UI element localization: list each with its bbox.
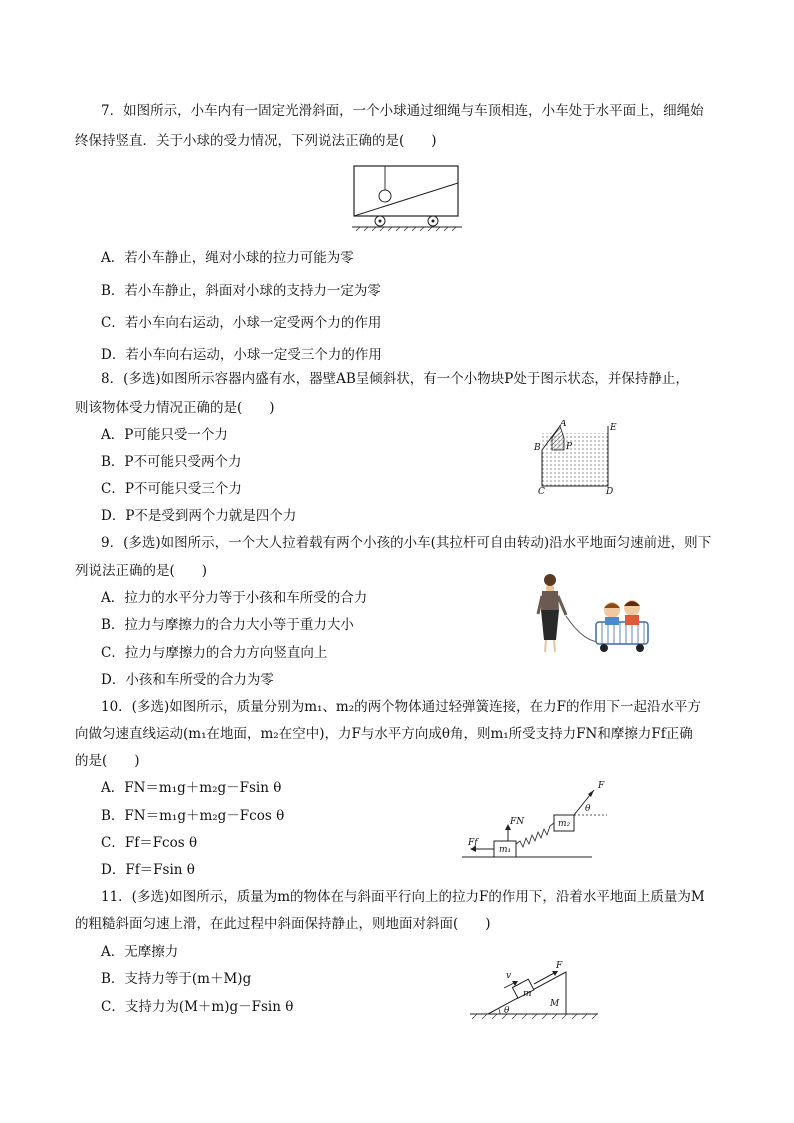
label-fn: FN [510, 817, 525, 827]
label-d: D [606, 487, 614, 497]
q11-option-a: A．无摩擦力 [101, 944, 179, 960]
q10-stem-line3: 的是( ) [75, 753, 140, 769]
q7-option-d: D．若小车向右运动，小球一定受三个力的作用 [101, 347, 382, 363]
q10-option-c: C．Ff＝Fcos θ [101, 835, 198, 851]
q9-stem-line2: 列说法正确的是( ) [75, 563, 208, 579]
q7-stem-line1: 7．如图所示，小车内有一固定光滑斜面，一个小球通过细绳与车顶相连，小车处于水平面上，细绳始 [101, 103, 704, 119]
label-a: A [560, 420, 567, 429]
q7-cart-figure [352, 163, 462, 238]
q8-container-figure [530, 420, 620, 500]
label-f: F [556, 961, 563, 971]
label-m2: m₂ [558, 819, 571, 829]
q10-stem-line1: 10．(多选)如图所示，质量分别为m₁、m₂的两个物体通过轻弹簧连接，在力F的作用下一起沿水平方 [101, 699, 702, 715]
q8-option-c: C．P不可能只受三个力 [101, 481, 242, 497]
q10-option-d: D．Ff＝Fsin θ [101, 862, 195, 878]
q10-option-a: A．FN＝m₁g＋m₂g－Fsin θ [101, 780, 282, 796]
label-m1: m₁ [499, 845, 512, 855]
label-theta: θ [585, 804, 591, 814]
q10-spring-figure [462, 778, 612, 863]
q10-option-b: B．FN＝m₁g＋m₂g－Fcos θ [101, 808, 285, 824]
q7-stem-line2: 终保持竖直．关于小球的受力情况，下列说法正确的是( ) [75, 133, 437, 149]
q7-option-b: B．若小车静止，斜面对小球的支持力一定为零 [101, 283, 381, 299]
q11-stem-line1: 11．(多选)如图所示，质量为m的物体在与斜面平行向上的拉力F的作用下，沿着水平地面上质量为M [101, 889, 705, 905]
label-b: B [534, 443, 541, 453]
q11-incline-figure [470, 958, 600, 1023]
q8-option-d: D．P不是受到两个力就是四个力 [101, 508, 297, 524]
label-m: m [523, 989, 532, 999]
q10-stem-line2: 向做匀速直线运动(m₁在地面，m₂在空中)，力F与水平方向成θ角，则m₁所受支持力FN和摩擦力Ff正确 [75, 726, 693, 742]
q7-option-a: A．若小车静止，绳对小球的拉力可能为零 [101, 250, 354, 266]
q8-stem-line1: 8．(多选)如图所示容器内盛有水，器壁AB呈倾斜状，有一个小物块P处于图示状态，并保持静止， [101, 371, 689, 387]
q9-option-d: D．小孩和车所受的合力为零 [101, 672, 274, 688]
q9-option-c: C．拉力与摩擦力的合力方向竖直向上 [101, 645, 328, 661]
label-ff: Ff [468, 838, 478, 848]
q8-option-b: B．P不可能只受两个力 [101, 454, 242, 470]
label-e: E [610, 423, 617, 433]
label-v: v [506, 971, 512, 981]
q8-stem-line2: 则该物体受力情况正确的是( ) [75, 400, 275, 416]
label-theta: θ [504, 1006, 510, 1016]
q11-stem-line2: 的粗糙斜面匀速上滑，在此过程中斜面保持静止，则地面对斜面( ) [75, 916, 491, 932]
label-p: P [566, 442, 573, 452]
label-big-m: M [550, 999, 560, 1009]
label-f: F [598, 781, 605, 791]
q9-wagon-figure [532, 570, 650, 660]
q8-option-a: A．P可能只受一个力 [101, 427, 228, 443]
q7-option-c: C．若小车向右运动，小球一定受两个力的作用 [101, 315, 382, 331]
q9-option-b: B．拉力与摩擦力的合力大小等于重力大小 [101, 617, 354, 633]
label-c: C [538, 487, 545, 497]
q11-option-b: B．支持力等于(m＋M)g [101, 971, 252, 987]
q9-option-a: A．拉力的水平分力等于小孩和车所受的合力 [101, 590, 368, 606]
q11-option-c: C．支持力为(M＋m)g－Fsin θ [101, 999, 294, 1015]
q9-stem-line1: 9．(多选)如图所示，一个大人拉着载有两个小孩的小车(其拉杆可自由转动)沿水平地面匀速前进，则下 [101, 535, 712, 551]
